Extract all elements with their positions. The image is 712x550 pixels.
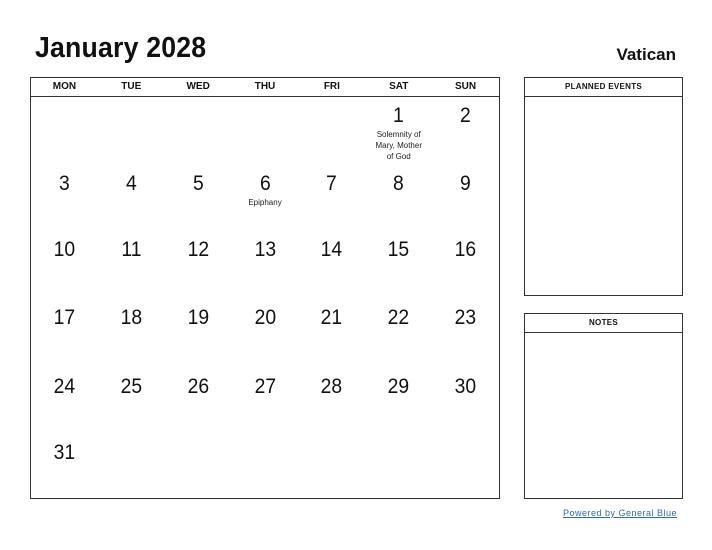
day-cell[interactable] (298, 434, 365, 494)
powered-by-link[interactable]: Powered by General Blue (562, 508, 677, 518)
day-cell[interactable] (31, 368, 98, 434)
day-cell[interactable] (432, 299, 499, 368)
day-cell[interactable] (232, 165, 299, 231)
day-number: 3 (59, 172, 70, 195)
day-number: 17 (53, 306, 76, 329)
planned-events-title: PLANNED EVENTS (525, 78, 682, 97)
planned-events-panel (524, 77, 683, 296)
page-title: January 2028 (35, 32, 207, 64)
day-cell[interactable] (432, 165, 499, 231)
day-number: 9 (460, 172, 471, 195)
day-number: 31 (53, 441, 76, 464)
day-cell[interactable] (298, 231, 365, 299)
day-cell[interactable] (165, 97, 232, 165)
day-number: 14 (321, 238, 343, 261)
day-cell[interactable] (365, 368, 432, 434)
day-cell[interactable] (365, 97, 432, 165)
day-number: 21 (321, 306, 343, 329)
day-number: 13 (254, 238, 276, 261)
week-row-5 (31, 368, 499, 434)
day-number: 22 (387, 306, 410, 329)
day-cell[interactable] (98, 231, 165, 299)
weekday-tue: TUE (121, 81, 142, 92)
day-number: 30 (454, 375, 477, 398)
day-cell[interactable] (432, 231, 499, 299)
day-cell[interactable] (365, 299, 432, 368)
day-cell[interactable] (232, 299, 299, 368)
weekday-thu: THU (254, 81, 276, 92)
day-number: 10 (53, 238, 76, 261)
day-cell[interactable] (31, 231, 98, 299)
day-cell[interactable] (165, 368, 232, 434)
day-cell[interactable] (31, 97, 98, 165)
weekday-mon: MON (52, 81, 77, 92)
day-number: 2 (460, 104, 471, 127)
day-number: 27 (254, 375, 276, 398)
day-cell[interactable] (298, 368, 365, 434)
day-number: 28 (321, 375, 343, 398)
day-cell[interactable] (31, 299, 98, 368)
day-number: 12 (187, 238, 209, 261)
day-number: 8 (393, 172, 405, 195)
week-row-4 (31, 299, 499, 368)
day-number: 6 (259, 172, 271, 195)
week-row-2 (31, 165, 499, 231)
day-cell[interactable] (165, 165, 232, 231)
day-number: 7 (326, 172, 338, 195)
weekday-sun: SUN (455, 81, 477, 92)
day-number: 20 (254, 306, 276, 329)
day-number: 5 (192, 172, 204, 195)
day-cell[interactable] (432, 434, 499, 494)
day-cell[interactable] (31, 434, 98, 494)
day-cell[interactable] (232, 97, 299, 165)
day-number: 19 (187, 306, 209, 329)
week-row-1 (31, 97, 499, 165)
day-number: 25 (120, 375, 143, 398)
weekday-header-row (31, 78, 499, 97)
weekday-sat: SAT (389, 81, 409, 92)
day-number: 26 (187, 375, 209, 398)
calendar-grid (30, 77, 500, 499)
day-cell[interactable] (365, 165, 432, 231)
day-cell[interactable] (98, 368, 165, 434)
holiday-label: Solemnity of Mary, Mother of God (375, 130, 422, 161)
day-cell[interactable] (165, 434, 232, 494)
day-cell[interactable] (165, 299, 232, 368)
day-number: 23 (454, 306, 477, 329)
day-cell[interactable] (298, 97, 365, 165)
country-label: Vatican (616, 45, 676, 64)
day-cell[interactable] (31, 165, 98, 231)
week-row-6 (31, 434, 499, 494)
day-cell[interactable] (98, 97, 165, 165)
day-number: 11 (121, 238, 142, 261)
day-cell[interactable] (365, 231, 432, 299)
day-cell[interactable] (432, 97, 499, 165)
day-cell[interactable] (232, 434, 299, 494)
day-number: 18 (120, 306, 143, 329)
day-cell[interactable] (98, 434, 165, 494)
day-number: 16 (454, 238, 477, 261)
notes-title: NOTES (525, 314, 682, 333)
day-cell[interactable] (432, 368, 499, 434)
weekday-fri: FRI (323, 81, 340, 92)
day-number: 24 (53, 375, 76, 398)
day-cell[interactable] (232, 231, 299, 299)
day-cell[interactable] (298, 165, 365, 231)
day-cell[interactable] (98, 299, 165, 368)
day-number: 4 (125, 172, 137, 195)
day-cell[interactable] (298, 299, 365, 368)
week-row-3 (31, 231, 499, 299)
day-cell[interactable] (98, 165, 165, 231)
day-cell[interactable] (365, 434, 432, 494)
day-number: 15 (387, 238, 410, 261)
weekday-wed: WED (186, 81, 210, 92)
notes-panel (524, 313, 683, 499)
holiday-label: Epiphany (248, 198, 282, 207)
day-number: 1 (393, 104, 405, 127)
day-number: 29 (387, 375, 410, 398)
day-cell[interactable] (165, 231, 232, 299)
day-cell[interactable] (232, 368, 299, 434)
